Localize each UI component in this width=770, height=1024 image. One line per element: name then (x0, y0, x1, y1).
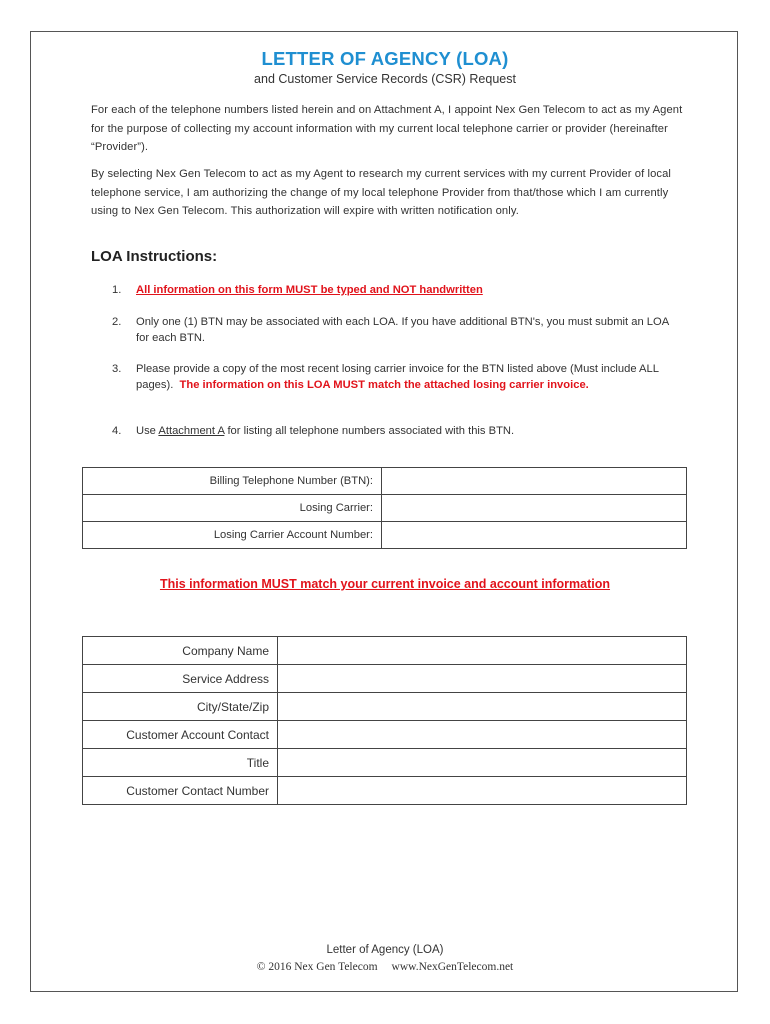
city-state-zip-label: City/State/Zip (83, 693, 278, 721)
instruction-item-2 (112, 315, 672, 346)
losing-carrier-field[interactable] (382, 495, 687, 522)
intro-paragraph-1: For each of the telephone numbers listed herein and on Attachment A, I appoint Nex Gen Telecom to act as my Agent for the purpose of collecting my account information with my current local telephone carrier or provider (hereinafter “Provider”). (91, 104, 683, 153)
company-name-field[interactable] (278, 637, 687, 665)
btn-field[interactable] (382, 468, 687, 495)
instruction-2-text: Only one (1) BTN may be associated with each LOA. If you have additional BTN's, you must submit an LOA for each BTN. (136, 316, 669, 344)
document-title: LETTER OF AGENCY (LOA) (261, 48, 509, 69)
table-row (83, 495, 687, 522)
table-row (83, 468, 687, 495)
table-row (83, 637, 687, 665)
instruction-3-warning: The information on this LOA MUST match the attached losing carrier invoice. (179, 378, 589, 391)
losing-carrier-account-field[interactable] (382, 522, 687, 549)
match-warning (0, 577, 770, 591)
losing-carrier-label: Losing Carrier: (83, 495, 382, 522)
customer-contact-number-field[interactable] (278, 777, 687, 805)
instructions-heading: LOA Instructions: (91, 248, 218, 265)
customer-account-contact-field[interactable] (278, 721, 687, 749)
document-subtitle: and Customer Service Records (CSR) Request (254, 72, 516, 86)
table-row (83, 665, 687, 693)
footer-copyright-line (0, 961, 770, 973)
instruction-item-3 (112, 362, 672, 393)
title-label: Title (83, 749, 278, 777)
customer-account-contact-label: Customer Account Contact (83, 721, 278, 749)
instruction-number: 3. (112, 363, 122, 375)
instruction-4-post: for listing all telephone numbers associated with this BTN. (227, 425, 515, 437)
instruction-number: 2. (112, 316, 122, 328)
customer-contact-number-label: Customer Contact Number (83, 777, 278, 805)
table-row (83, 522, 687, 549)
instruction-number: 4. (112, 425, 122, 437)
footer-title: Letter of Agency (LOA) (326, 944, 444, 956)
service-address-field[interactable] (278, 665, 687, 693)
instruction-item-1 (112, 283, 672, 299)
match-warning-text: This information MUST match your current invoice and account information (159, 577, 611, 591)
instruction-3-text: Please provide a copy of the most recent losing carrier invoice for the BTN listed above (Must include ALL pages). (136, 363, 659, 391)
instruction-1-warning: All information on this form MUST be typed and NOT handwritten (136, 284, 483, 296)
table-row (83, 721, 687, 749)
company-name-label: Company Name (83, 637, 278, 665)
intro-paragraph-2: By selecting Nex Gen Telecom to act as my Agent to research my current services with my current Provider of local telephone service, I am authorizing the change of my local telephone Provider from that/those which I am currently using to Nex Gen Telecom. This authorization will expire with written notification only. (91, 168, 672, 217)
attachment-a-link[interactable]: Attachment A (158, 425, 225, 437)
table-row (83, 693, 687, 721)
city-state-zip-field[interactable] (278, 693, 687, 721)
footer-copyright: © 2016 Nex Gen Telecom (256, 961, 378, 973)
instruction-number: 1. (112, 284, 122, 296)
table-row (83, 749, 687, 777)
losing-carrier-account-label: Losing Carrier Account Number: (83, 522, 382, 549)
customer-info-table (82, 636, 687, 805)
instruction-item-4 (112, 424, 672, 440)
instruction-4-pre: Use (136, 425, 156, 437)
title-field[interactable] (278, 749, 687, 777)
footer-website[interactable]: www.NexGenTelecom.net (391, 961, 514, 973)
service-address-label: Service Address (83, 665, 278, 693)
table-row (83, 777, 687, 805)
carrier-info-table (82, 467, 687, 549)
btn-label: Billing Telephone Number (BTN): (83, 468, 382, 495)
